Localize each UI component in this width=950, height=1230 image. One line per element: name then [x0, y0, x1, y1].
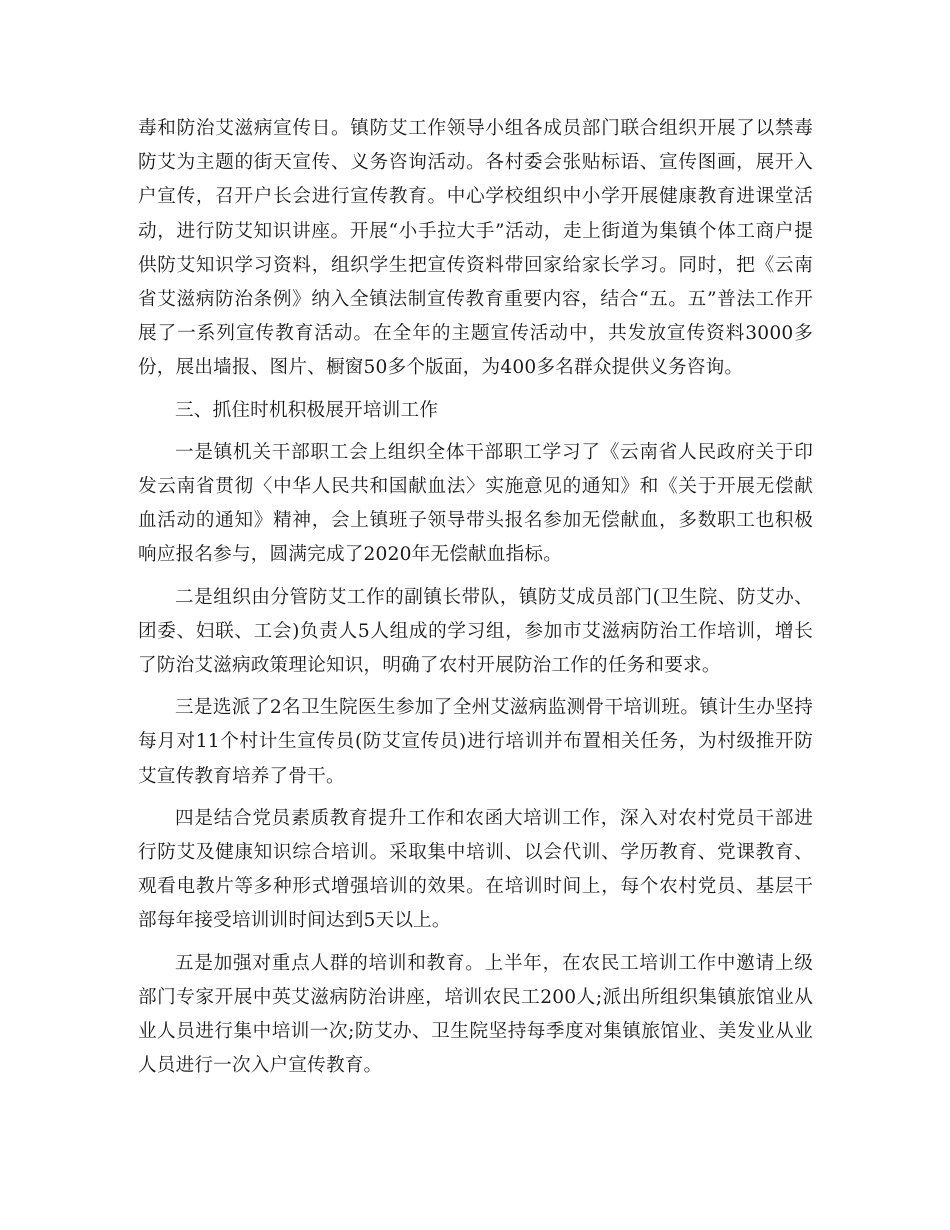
paragraph-item-3: 三是选派了2名卫生院医生参加了全州艾滋病监测骨干培训班。镇计生办坚持每月对11个村计生宣传员(防艾宣传员)进行培训并布置相关任务，为村级推开防艾宣传教育培养了骨干。: [138, 697, 813, 787]
paragraph-item-5: 五是加强对重点人群的培训和教育。上半年，在农民工培训工作中邀请上级部门专家开展中英艾滋病防治讲座，培训农民工200人;派出所组织集镇旅馆业从业人员进行集中培训一次;防艾办、卫生院坚持每季度对集镇旅馆业、美发业从业人员进行一次入户宣传教育。: [138, 952, 813, 1077]
paragraph-item-2: 二是组织由分管防艾工作的副镇长带队，镇防艾成员部门(卫生院、防艾办、团委、妇联、工会)负责人5人组成的学习组，参加市艾滋病防治工作培训，增长了防治艾滋病政策理论知识，明确了农村开展防治工作的任务和要求。: [138, 586, 813, 677]
paragraph-item-1: 一是镇机关干部职工会上组织全体干部职工学习了《云南省人民政府关于印发云南省贯彻〈中华人民共和国献血法〉实施意见的通知》和《关于开展无偿献血活动的通知》精神，会上镇班子领导带头报名参加无偿献血，多数职工也积极响应报名参与，圆满完成了2020年无偿献血指标。: [138, 441, 813, 566]
section-heading: 三、抓住时机积极展开培训工作: [175, 399, 439, 421]
document-body: [138, 112, 813, 1091]
paragraph-continuation: 毒和防治艾滋病宣传日。镇防艾工作领导小组各成员部门联合组织开展了以禁毒防艾为主题的街天宣传、义务咨询活动。各村委会张贴标语、宣传图画，展开入户宣传，召开户长会进行宣传教育。中心学校组织中小学开展健康教育进课堂活动，进行防艾知识讲座。开展“小手拉大手”活动，走上街道为集镇个体工商户提供防艾知识学习资料，组织学生把宣传资料带回家给家长学习。同时，把《云南省艾滋病防治条例》纳入全镇法制宣传教育重要内容，结合“五。五”普法工作开展了一系列宣传教育活动。在全年的主题宣传活动中，共发放宣传资料3000多份，展出墙报、图片、橱窗50多个版面，为400多名群众提供义务咨询。: [138, 118, 813, 379]
paragraph-item-4: 四是结合党员素质教育提升工作和农函大培训工作，深入对农村党员干部进行防艾及健康知识综合培训。采取集中培训、以会代训、学历教育、党课教育、观看电教片等多种形式增强培训的效果。在培训时间上，每个农村党员、基层干部每年接受培训训时间达到5天以上。: [138, 807, 813, 932]
